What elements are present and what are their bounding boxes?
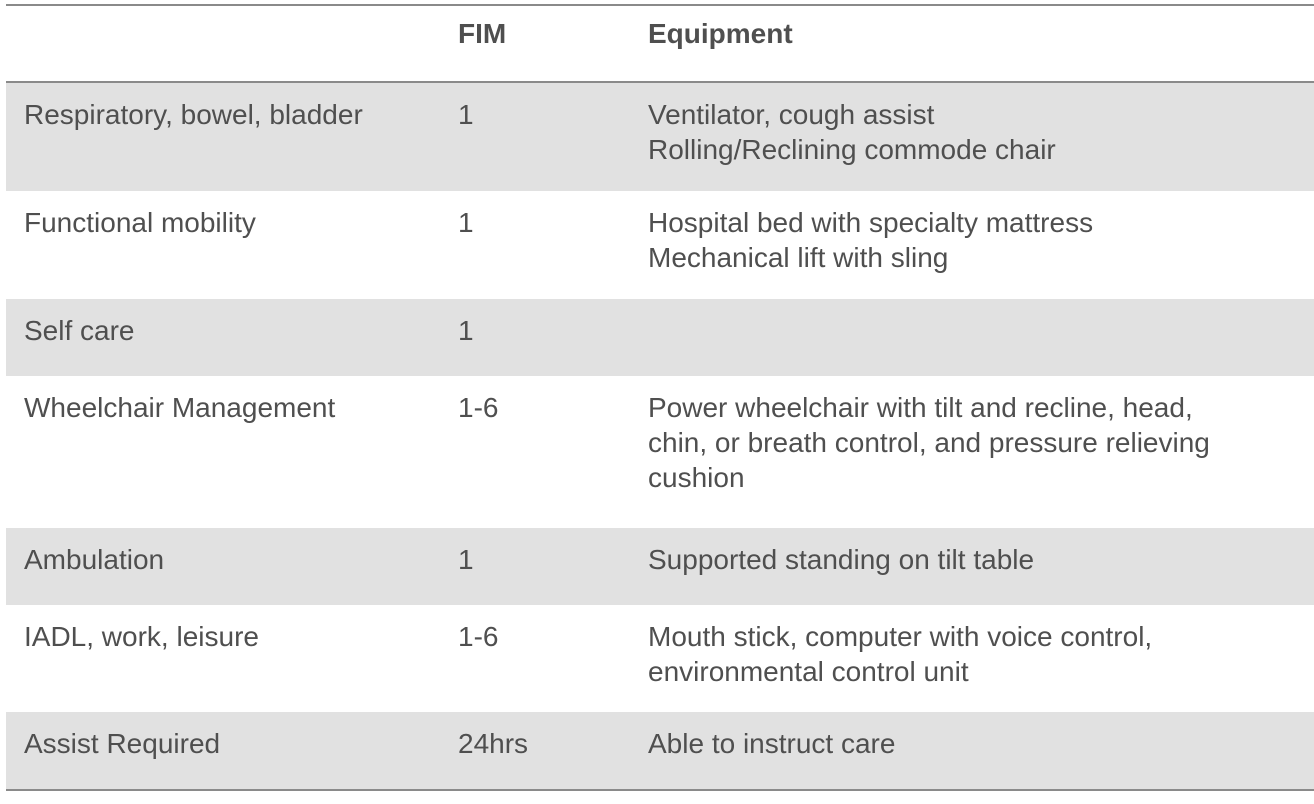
row-category: IADL, work, leisure [24, 621, 259, 652]
equipment-line: Hospital bed with specialty mattress [648, 207, 1094, 238]
header-fim: FIM [458, 18, 507, 49]
table-row [6, 712, 1314, 789]
row-category: Self care [24, 315, 135, 346]
row-equipment [630, 83, 1314, 191]
row-fim: 1-6 [458, 392, 499, 423]
equipment-line: Rolling/Reclining commode chair [648, 134, 1056, 165]
header-category [6, 6, 440, 81]
header-equipment: Equipment [648, 18, 793, 49]
row-fim: 24hrs [458, 728, 529, 759]
table-row [6, 191, 1314, 299]
row-fim: 1 [458, 207, 474, 238]
table-header [6, 6, 1314, 83]
row-category: Wheelchair Management [24, 392, 336, 423]
row-category: Ambulation [24, 544, 165, 575]
equipment-line: Power wheelchair with tilt and recline, head, [648, 392, 1193, 423]
table-row [6, 528, 1314, 605]
row-fim: 1-6 [458, 621, 499, 652]
row-category: Assist Required [24, 728, 221, 759]
equipment-line: environmental control unit [648, 656, 969, 687]
row-fim: 1 [458, 99, 474, 130]
equipment-line: Able to instruct care [648, 728, 896, 759]
equipment-line: Ventilator, cough assist [648, 99, 935, 130]
row-equipment [630, 376, 1314, 528]
equipment-line: chin, or breath control, and pressure relieving [648, 427, 1210, 458]
table-row [6, 376, 1314, 528]
equipment-table [6, 4, 1314, 791]
table-row [6, 605, 1314, 712]
row-equipment [630, 191, 1314, 299]
row-fim: 1 [458, 315, 474, 346]
row-equipment [630, 299, 1314, 376]
equipment-line: cushion [648, 462, 745, 493]
table-row [6, 299, 1314, 376]
row-equipment [630, 712, 1314, 789]
bottom-rule [6, 789, 1314, 791]
equipment-line: Supported standing on tilt table [648, 544, 1035, 575]
row-equipment [630, 528, 1314, 605]
row-category: Respiratory, bowel, bladder [24, 99, 363, 130]
row-category: Functional mobility [24, 207, 256, 238]
table-row [6, 83, 1314, 191]
row-equipment [630, 605, 1314, 712]
equipment-line: Mechanical lift with sling [648, 242, 949, 273]
equipment-line: Mouth stick, computer with voice control, [648, 621, 1153, 652]
row-fim: 1 [458, 544, 474, 575]
